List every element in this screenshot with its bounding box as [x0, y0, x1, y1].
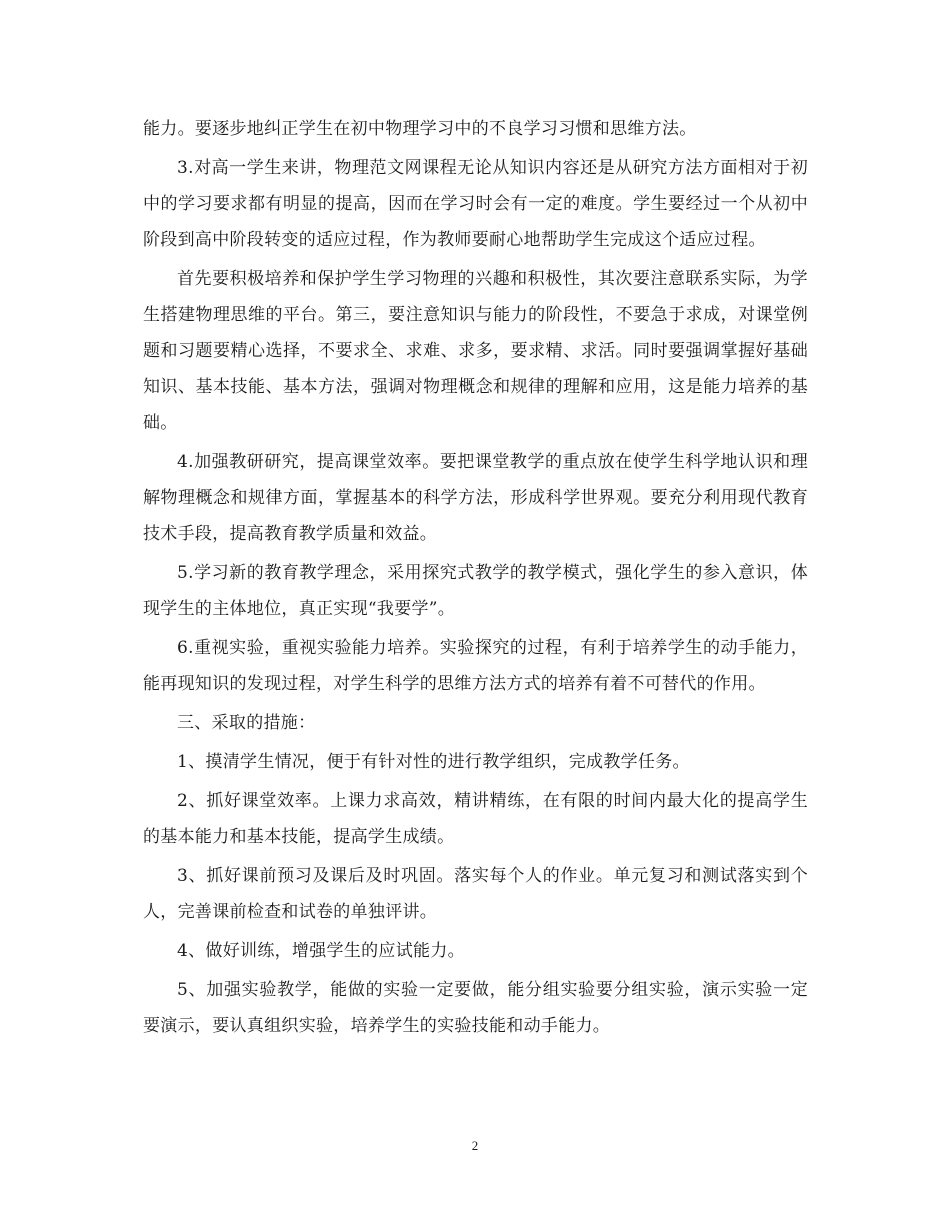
measure-item-4: 4、做好训练，增强学生的应试能力。	[177, 941, 465, 961]
measure-item-2: 2、抓好课堂效率。上课力求高效，精讲精练，在有限的时间内最大化的提高学生的基本能力和基本技能，提高学生成绩。	[143, 791, 808, 847]
paragraph-item-3: 3.对高一学生来讲，物理范文网课程无论从知识内容还是从研究方法方面相对于初中的学习要求都有明显的提高，因而在学习时会有一定的难度。学生要经过一个从初中阶段到高中阶段转变的适应过程，作为教师要耐心地帮助学生完成这个适应过程。	[143, 158, 808, 250]
paragraph-continuation: 能力。要逐步地纠正学生在初中物理学习中的不良学习习惯和思维方法。	[143, 119, 697, 139]
page-number: 2	[471, 1138, 479, 1153]
section-heading-measures: 三、采取的措施：	[177, 713, 316, 733]
document-body	[143, 111, 808, 1047]
paragraph-item-5: 5.学习新的教育教学理念，采用探究式教学的教学模式，强化学生的参入意识，体现学生的主体地位，真正实现“我要学”。	[143, 563, 808, 619]
measure-item-5: 5、加强实验教学，能做的实验一定要做，能分组实验要分组实验，演示实验一定要演示，要认真组织实验，培养学生的实验技能和动手能力。	[143, 980, 808, 1036]
measure-item-3: 3、抓好课前预习及课后及时巩固。落实每个人的作业。单元复习和测试落实到个人，完善课前检查和试卷的单独评讲。	[143, 866, 808, 922]
measure-item-1: 1、摸清学生情况，便于有针对性的进行教学组织，完成教学任务。	[177, 752, 690, 772]
paragraph-item-4: 4.加强教研研究，提高课堂效率。要把课堂教学的重点放在使学生科学地认识和理解物理概念和规律方面，掌握基本的科学方法，形成科学世界观。要充分利用现代教育技术手段，提高教育教学质量和效益。	[143, 452, 808, 544]
paragraph-first-measures: 首先要积极培养和保护学生学习物理的兴趣和积极性，其次要注意联系实际，为学生搭建物理思维的平台。第三，要注意知识与能力的阶段性，不要急于求成，对课堂例题和习题要精心选择，不要求全、求难、求多，要求精、求活。同时要强调掌握好基础知识、基本技能、基本方法，强调对物理概念和规律的理解和应用，这是能力培养的基础。	[143, 269, 808, 433]
paragraph-item-6: 6.重视实验，重视实验能力培养。实验探究的过程，有利于培养学生的动手能力，能再现知识的发现过程，对学生科学的思维方法方式的培养有着不可替代的作用。	[143, 638, 808, 694]
